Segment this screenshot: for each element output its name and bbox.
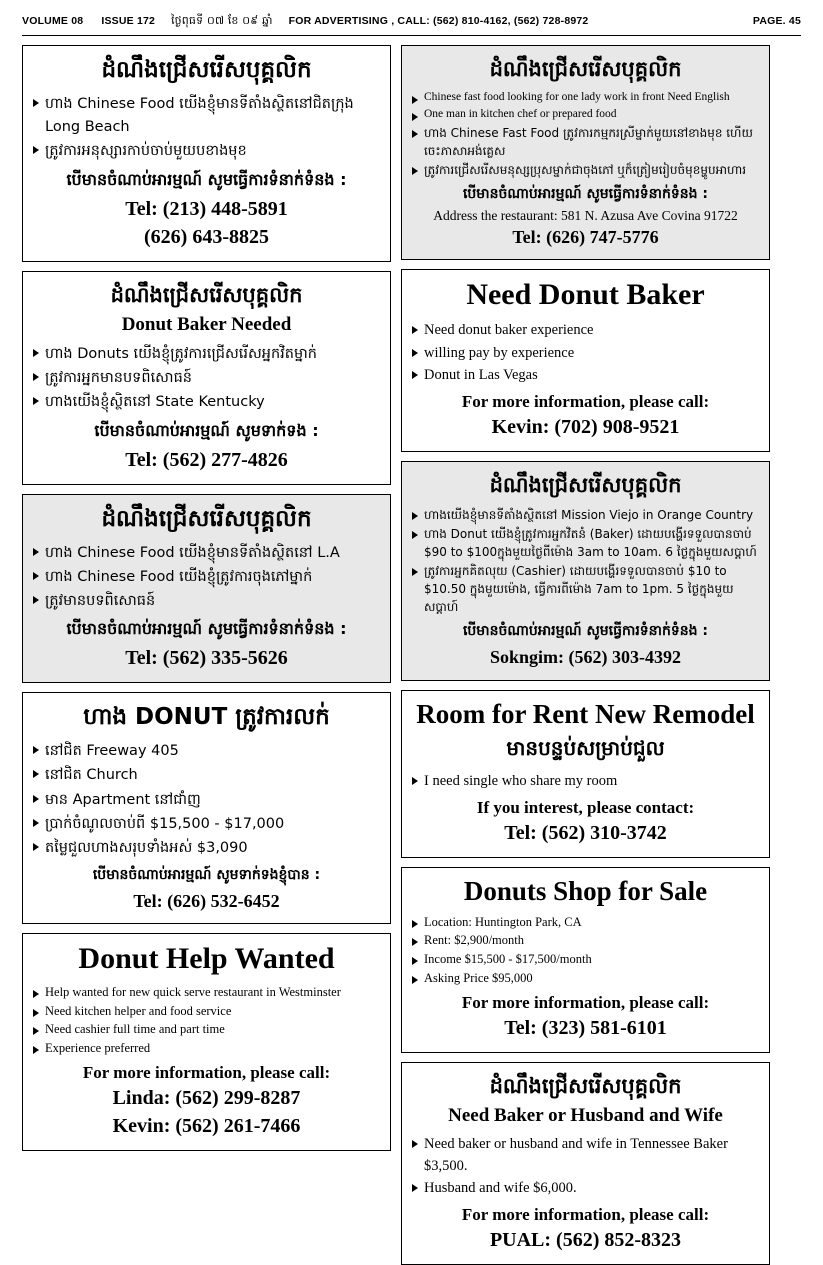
list-item: Need baker or husband and wife in Tennessee Baker $3,500.	[411, 1134, 760, 1178]
ad-phone[interactable]: Tel: (562) 335-5626	[125, 647, 288, 670]
list-item: Rent: $2,900/month	[411, 932, 760, 950]
list-item: Income $15,500 - $17,500/month	[411, 951, 760, 969]
ad-callout: បើមានចំណាប់អារម្មណ៍ សូមធ្វើការទំនាក់ទំនង :	[462, 186, 709, 203]
list-item: ហាងយើងខ្ញុំមានទីតាំងស្ថិតនៅ Mission Viejo in Orange Country	[411, 506, 760, 524]
ad-donut-help-wanted	[22, 933, 391, 1151]
list-item: Need kitchen helper and food service	[32, 1003, 381, 1021]
ad-phone[interactable]: Tel: (626) 532-6452	[133, 891, 280, 912]
list-item: ហាង Donuts យើងខ្ញុំត្រូវការជ្រើសរើសអ្នកវិតម្នាក់	[32, 343, 381, 366]
list-item: Asking Price $95,000	[411, 970, 760, 988]
ad-phone[interactable]: PUAL: (562) 852-8323	[489, 1229, 682, 1252]
ad-title: Room for Rent New Remodel	[416, 698, 755, 729]
list-item: Need donut baker experience	[411, 320, 760, 342]
ad-callout: For more information, please call:	[461, 992, 710, 1012]
list-item: I need single who share my room	[411, 771, 760, 793]
ad-subtitle: Need Baker or Husband and Wife	[448, 1104, 723, 1126]
ad-callout: បើមានចំណាប់អារម្មណ៍ សូមធ្វើការទំនាក់ទំនង :	[66, 619, 347, 639]
list-item: Need cashier full time and part time	[32, 1021, 381, 1039]
list-item: ត្រូវការអ្នកមានបទពិសោធន៍	[32, 367, 381, 390]
ad-chinese-food-long-beach	[22, 45, 391, 262]
page-number: PAGE. 45	[752, 15, 801, 27]
ad-donut-mission-viejo	[401, 461, 770, 681]
list-item: ហាងយើងខ្ញុំស្ថិតនៅ State Kentucky	[32, 391, 381, 414]
ad-donut-shop-for-sale-khmer	[22, 692, 391, 924]
list-item: ហាង Donut យើងខ្ញុំត្រូវការអ្នកវិតនំ (Baker) ដោយបង្ហើរទទួលបានចាប់ $90 to $100ក្នុងមួយថ្ងៃពីម៉ោង 3am to 10am. 6 ថ្ងៃក្នុងមួយសប្តាហ៍	[411, 525, 760, 561]
list-item: ហាង Chinese Food យើងខ្ញុំមានទីតាំងស្ថិតនៅ L.A	[32, 542, 381, 565]
ad-bullet-list	[411, 90, 760, 179]
ad-bullet-list	[411, 771, 760, 793]
list-item: មាន Apartment នៅជាំញ	[32, 789, 381, 812]
left-column	[22, 45, 391, 1151]
ad-title: ដំណឹងជ្រើសរើសបុគ្គលិក	[489, 1073, 682, 1098]
ad-title: ដំណឹងជ្រើសរើសបុគ្គលិក	[489, 473, 682, 498]
ad-phone[interactable]: (626) 643-8825	[144, 225, 269, 248]
list-item: តម្លៃជួលហាងសរុបទាំងអស់ $3,090	[32, 837, 381, 860]
list-item: នៅជិត Church	[32, 764, 381, 787]
list-item: ហាង Chinese Food យើងខ្ញុំមានទីតាំងស្ថិតនៅជិតក្រុង Long Beach	[32, 93, 381, 139]
ad-phone[interactable]: Kevin: (702) 908-9521	[491, 416, 680, 439]
volume-label: VOLUME 08	[22, 15, 84, 27]
ad-need-baker-husband-wife	[401, 1062, 770, 1265]
list-item: ត្រូវការអ្នកគិតលុយ (Cashier) ដោយបង្ហើរទទួលបានចាប់ $10 to $10.50 ក្នុងមួយម៉ោង, ធ្វើការពីម៉ោង 7am to 1pm. 5 ថ្ងៃក្នុងមួយសប្តាហ៍	[411, 562, 760, 616]
list-item: ត្រូវមានបទពិសោធន៍	[32, 590, 381, 613]
ad-address: Address the restaurant: 581 N. Azusa Ave Covina 91722	[433, 208, 738, 224]
ad-title: ដំណឹងជ្រើសរើសបុគ្គលិក	[101, 57, 312, 83]
page-header	[22, 14, 801, 35]
ad-subtitle: Donut Baker Needed	[121, 313, 292, 335]
ad-chinese-food-la	[22, 494, 391, 684]
list-item: Experience preferred	[32, 1040, 381, 1058]
ad-callout: បើមានចំណាប់អារម្មណ៍ សូមធ្វើការទំនាក់ទំនង :	[462, 623, 709, 640]
ad-title: ដំណឹងជ្រើសរើសបុគ្គលិក	[489, 57, 682, 81]
ad-subtitle: មានបន្ទប់សម្រាប់ជួល	[506, 735, 665, 760]
ad-title: ដំណឹងជ្រើសរើសបុគ្គលិក	[110, 282, 303, 307]
ad-title: Donuts Shop for Sale	[463, 875, 708, 906]
ad-phone[interactable]: Tel: (626) 747-5776	[512, 227, 659, 248]
ad-callout: For more information, please call:	[82, 1062, 331, 1082]
ad-bullet-list	[32, 542, 381, 614]
ad-room-for-rent	[401, 690, 770, 858]
list-item: ប្រាក់ចំណូលចាប់ពី $15,500 - $17,000	[32, 813, 381, 836]
ad-bullet-list	[32, 740, 381, 860]
ad-phone[interactable]: Tel: (562) 277-4826	[125, 448, 288, 471]
classifieds-columns	[22, 45, 801, 1265]
ad-callout: If you interest, please contact:	[476, 797, 695, 817]
ad-donut-baker-needed	[22, 271, 391, 485]
list-item: Chinese fast food looking for one lady work in front Need English	[411, 90, 760, 106]
ad-title: ហាង DONUT ត្រូវការលក់	[83, 704, 330, 731]
ad-callout: For more information, please call:	[461, 1205, 710, 1225]
ad-bullet-list	[32, 984, 381, 1058]
list-item: ត្រូវការអនុស្សារកាប់ចាប់មួយបខាងមុខ	[32, 140, 381, 163]
right-column	[401, 45, 770, 1265]
ad-need-donut-baker	[401, 269, 770, 452]
issue-label: ISSUE 172	[101, 15, 156, 27]
list-item: willing pay by experience	[411, 343, 760, 365]
ad-title: Donut Help Wanted	[78, 942, 335, 976]
ad-callout: បើមានចំណាប់អារម្មណ៍ សូមទាក់ទង :	[94, 420, 319, 440]
list-item: Husband and wife $6,000.	[411, 1178, 760, 1200]
ad-callout: បើមានចំណាប់អារម្មណ៍ សូមទាក់ទងខ្ញុំបាន :	[92, 867, 321, 884]
ad-phone[interactable]: Tel: (562) 310-3742	[504, 821, 667, 844]
ad-bullet-list	[411, 914, 760, 988]
ad-title: Need Donut Baker	[466, 278, 705, 312]
list-item: ហាង Chinese Food យើងខ្ញុំត្រូវការចុងភៅម្នាក់	[32, 566, 381, 589]
header-divider	[22, 35, 801, 36]
ad-phone[interactable]: Kevin: (562) 261-7466	[112, 1114, 301, 1137]
khmer-date: ថ្ងៃពុធទី ០៧ ខែ ០៩ ឆ្នាំ	[171, 14, 273, 27]
list-item: Location: Huntington Park, CA	[411, 914, 760, 932]
ad-phone[interactable]: Tel: (213) 448-5891	[125, 197, 288, 220]
ad-bullet-list	[32, 93, 381, 164]
ad-callout: For more information, please call:	[461, 392, 710, 412]
ad-donuts-shop-for-sale	[401, 867, 770, 1053]
ad-title: ដំណឹងជ្រើសរើសបុគ្គលិក	[101, 505, 312, 532]
ad-phone[interactable]: Linda: (562) 299-8287	[112, 1086, 301, 1109]
ad-chinese-fast-food-covina	[401, 45, 770, 260]
list-item: One man in kitchen chef or prepared food	[411, 107, 760, 123]
ad-bullet-list	[411, 1134, 760, 1200]
advertising-contact: FOR ADVERTISING , CALL: (562) 810-4162, (562) 728-8972	[288, 15, 589, 27]
list-item: ហាង Chinese Fast Food ត្រូវការកម្មករស្រីម្នាក់មួយនៅខាងមុខ ហើយចេះភាសាអង់គ្លេស	[411, 124, 760, 160]
ad-bullet-list	[32, 343, 381, 415]
ad-phone[interactable]: Sokngim: (562) 303-4392	[489, 647, 681, 668]
ad-bullet-list	[411, 320, 760, 387]
list-item: នៅជិត Freeway 405	[32, 740, 381, 763]
list-item: Donut in Las Vegas	[411, 365, 760, 387]
ad-callout: បើមានចំណាប់អារម្មណ៍ សូមធ្វើការទំនាក់ទំនង :	[66, 169, 347, 189]
list-item: Help wanted for new quick serve restaurant in Westminster	[32, 984, 381, 1002]
list-item: ត្រូវការជ្រើសរើសមនុស្សប្រុសម្នាក់ជាចុងភៅ ឬក៏ត្រៀមរៀបចំមុខម្ហូបអាហារ	[411, 161, 760, 179]
ad-phone[interactable]: Tel: (323) 581-6101	[504, 1016, 667, 1039]
ad-bullet-list	[411, 506, 760, 616]
